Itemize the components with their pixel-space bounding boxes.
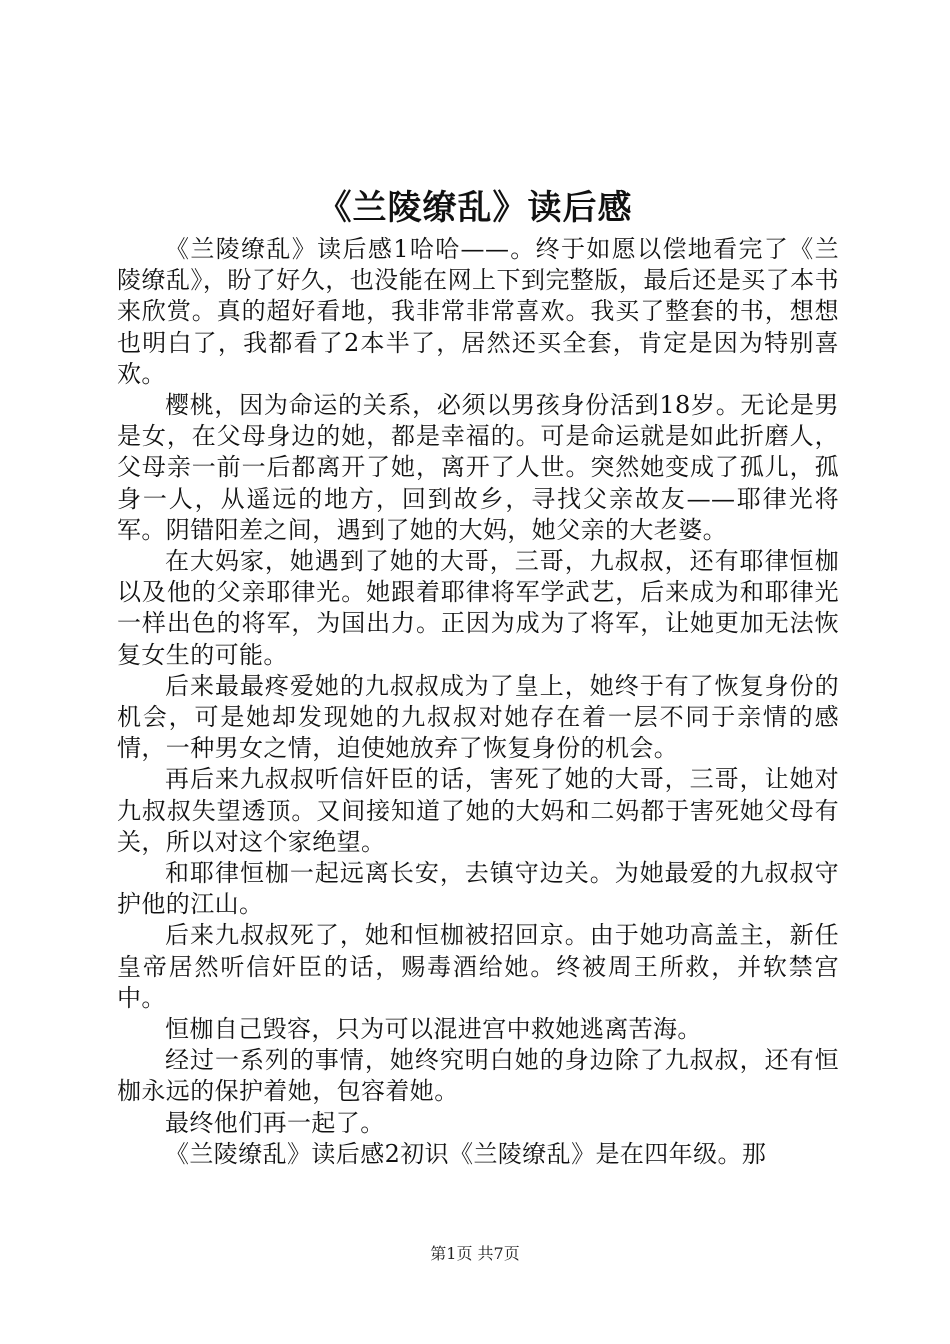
paragraph: 最终他们再一起了。	[165, 1108, 385, 1137]
document-title: 《兰陵缭乱》读后感	[317, 188, 633, 228]
paragraph: 樱桃，因为命运的关系，必须以男孩身份活到18岁。无论是男是女，在父母身边的她，都是幸福的。可是命运就是如此折磨人，父母亲一前一后都离开了她，离开了人世。突然她变成了孤儿，孤身一人，从遥远的地方，回到故乡，寻找父亲故友——耶律光将军。阴错阳差之间，遇到了她的大妈，她父亲的大老婆。	[117, 391, 839, 544]
paragraph: 经过一系列的事情，她终究明白她的身边除了九叔叔，还有恒枷永远的保护着她，包容着她。	[117, 1046, 839, 1106]
paragraph: 《兰陵缭乱》读后感1哈哈——。终于如愿以偿地看完了《兰陵缭乱》，盼了好久，也没能在网上下到完整版，最后还是买了本书来欣赏。真的超好看地，我非常非常喜欢。我买了整套的书，想想也明白了，我都看了2本半了，居然还买全套，肯定是因为特别喜欢。	[117, 235, 839, 388]
paragraph: 在大妈家，她遇到了她的大哥，三哥，九叔叔，还有耶律恒枷以及他的父亲耶律光。她跟着耶律将军学武艺，后来成为和耶律光一样出色的将军，为国出力。正因为成为了将军，让她更加无法恢复女生的可能。	[117, 547, 839, 669]
paragraph: 《兰陵缭乱》读后感2初识《兰陵缭乱》是在四年级。那	[165, 1139, 767, 1168]
paragraph: 再后来九叔叔听信奸臣的话，害死了她的大哥，三哥，让她对九叔叔失望透顶。又间接知道了她的大妈和二妈都于害死她父母有关，所以对这个家绝望。	[117, 765, 839, 856]
paragraph: 后来九叔叔死了，她和恒枷被招回京。由于她功高盖主，新任皇帝居然听信奸臣的话，赐毒酒给她。终被周王所救，并软禁宫中。	[117, 921, 839, 1012]
document-body	[117, 234, 839, 1170]
paragraph: 恒枷自己毁容，只为可以混进宫中救她逃离苦海。	[165, 1015, 702, 1044]
page-number-footer: 第1页 共7页	[430, 1244, 520, 1263]
paragraph: 和耶律恒枷一起远离长安，去镇守边关。为她最爱的九叔叔守护他的江山。	[117, 859, 839, 919]
paragraph: 后来最最疼爱她的九叔叔成为了皇上，她终于有了恢复身份的机会，可是她却发现她的九叔叔对她存在着一层不同于亲情的感情，一种男女之情，迫使她放弃了恢复身份的机会。	[117, 671, 839, 763]
